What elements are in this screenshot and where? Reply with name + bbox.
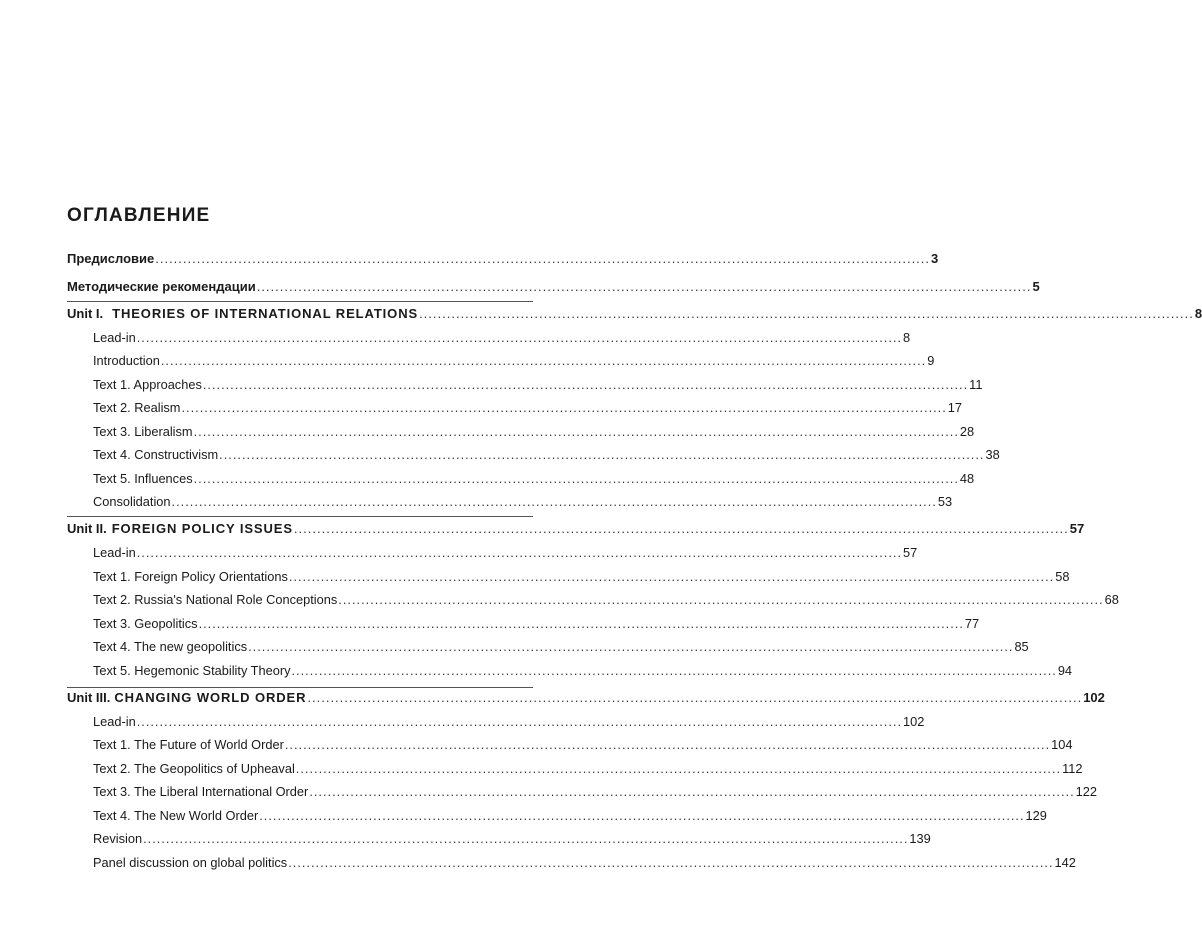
- toc-entry-label: Text 4. The new geopolitics: [93, 639, 248, 654]
- toc-entry-label: Text 5. Hegemonic Stability Theory: [93, 663, 291, 678]
- dot-leader: ........................................................................................................................................................................: [219, 447, 985, 462]
- dot-leader: ........................................................................................................................................................................: [419, 306, 1194, 321]
- toc-entry[interactable]: [93, 636, 1029, 658]
- unit-title: FOREIGN POLICY ISSUES: [111, 521, 293, 536]
- toc-page-number: 57: [1069, 521, 1085, 536]
- dot-leader: ........................................................................................................................................................................: [193, 424, 959, 439]
- dot-leader: ........................................................................................................................................................................: [295, 761, 1062, 776]
- dot-leader: ........................................................................................................................................................................: [136, 714, 903, 729]
- dot-leader: ........................................................................................................................................................................: [181, 400, 947, 415]
- toc-entry-label: Text 1. Approaches: [93, 377, 202, 392]
- dot-leader: ........................................................................................................................................................................: [309, 784, 1075, 799]
- toc-page-number: 57: [903, 545, 918, 560]
- toc-page-number: 142: [1054, 855, 1076, 870]
- toc-entry-label: Text 2. Russia's National Role Conceptions: [93, 592, 338, 607]
- dot-leader: ........................................................................................................................................................................: [136, 545, 903, 560]
- dot-leader: ........................................................................................................................................................................: [171, 494, 937, 509]
- toc-entry-label: Text 4. Constructivism: [93, 447, 219, 462]
- dot-leader: ........................................................................................................................................................................: [288, 569, 1055, 584]
- toc-page-number: 102: [903, 714, 925, 729]
- toc-entry[interactable]: [93, 542, 918, 564]
- dot-leader: ........................................................................................................................................................................: [291, 663, 1057, 678]
- unit-number: Unit III.: [67, 690, 111, 705]
- dot-leader: ........................................................................................................................................................................: [338, 592, 1104, 607]
- toc-page-number: 9: [927, 353, 935, 368]
- toc-page-number: 48: [959, 471, 975, 486]
- toc-page-number: 139: [909, 831, 931, 846]
- toc-page-number: 3: [931, 251, 939, 266]
- toc-page-number: 85: [1014, 639, 1029, 654]
- unit-title: THEORIES OF INTERNATIONAL RELATIONS: [112, 306, 419, 321]
- toc-page-number: 77: [964, 616, 980, 631]
- toc-page-number: 102: [1083, 690, 1105, 705]
- dot-leader: ........................................................................................................................................................................: [288, 855, 1054, 870]
- toc-entry[interactable]: [93, 350, 935, 372]
- toc-entry[interactable]: [93, 758, 1083, 780]
- toc-entry-label: Lead-in: [93, 330, 136, 345]
- toc-entry-label: Text 1. Foreign Policy Orientations: [93, 569, 288, 584]
- toc-page-number: 8: [903, 330, 911, 345]
- toc-page-number: 104: [1051, 737, 1073, 752]
- dot-leader: ........................................................................................................................................................................: [193, 471, 959, 486]
- dot-leader: ........................................................................................................................................................................: [160, 353, 927, 368]
- toc-entry-label: Text 4. The New World Order: [93, 808, 259, 823]
- dot-leader: ........................................................................................................................................................................: [202, 377, 969, 392]
- toc-page-number: 8: [1194, 306, 1202, 321]
- toc-page-number: 5: [1032, 279, 1040, 294]
- toc-entry-label: Lead-in: [93, 714, 136, 729]
- toc-entry[interactable]: [93, 444, 1000, 466]
- page-title: ОГЛАВЛЕНИЕ: [67, 205, 211, 226]
- toc-unit-entry[interactable]: [67, 303, 1202, 325]
- dot-leader: ........................................................................................................................................................................: [198, 616, 964, 631]
- toc-page-number: 38: [985, 447, 1000, 462]
- dot-leader: ........................................................................................................................................................................: [259, 808, 1025, 823]
- toc-entry-label: Text 5. Influences: [93, 471, 193, 486]
- toc-entry[interactable]: [93, 468, 975, 490]
- dot-leader: ........................................................................................................................................................................: [248, 639, 1014, 654]
- toc-entry[interactable]: [93, 397, 963, 419]
- unit-title: CHANGING WORLD ORDER: [114, 690, 307, 705]
- toc-entry-label: Panel discussion on global politics: [93, 855, 288, 870]
- toc-entry-label: Text 3. Liberalism: [93, 424, 193, 439]
- toc-entry-label: Revision: [93, 831, 143, 846]
- toc-entry[interactable]: [93, 421, 975, 443]
- toc-entry-label: Consolidation: [93, 494, 171, 509]
- toc-page-number: 68: [1104, 592, 1119, 607]
- toc-entry-label: Introduction: [93, 353, 160, 368]
- dot-leader: ........................................................................................................................................................................: [143, 831, 909, 846]
- toc-page-number: 11: [969, 377, 983, 392]
- divider: [67, 301, 533, 302]
- toc-entry-label: Text 2. Realism: [93, 400, 181, 415]
- toc-entry-label: Text 2. The Geopolitics of Upheaval: [93, 761, 295, 776]
- divider: [67, 516, 533, 517]
- toc-page-number: 58: [1055, 569, 1070, 584]
- toc-unit-entry[interactable]: [67, 518, 1085, 540]
- toc-entry[interactable]: [93, 852, 1076, 874]
- toc-entry[interactable]: [93, 828, 931, 850]
- toc-entry[interactable]: [93, 781, 1097, 803]
- dot-leader: ........................................................................................................................................................................: [256, 279, 1032, 294]
- toc-entry[interactable]: [93, 734, 1073, 756]
- toc-page-number: 122: [1075, 784, 1097, 799]
- dot-leader: ........................................................................................................................................................................: [155, 251, 931, 266]
- dot-leader: ........................................................................................................................................................................: [293, 521, 1069, 536]
- toc-page-number: 53: [937, 494, 953, 509]
- toc-entry-label: Lead-in: [93, 545, 136, 560]
- toc-entry[interactable]: [93, 566, 1070, 588]
- toc-entry[interactable]: [93, 491, 953, 513]
- dot-leader: ........................................................................................................................................................................: [307, 690, 1083, 705]
- toc-entry[interactable]: [67, 276, 1040, 298]
- toc-unit-entry[interactable]: [67, 687, 1105, 709]
- toc-entry-label: Предисловие: [67, 251, 155, 266]
- toc-entry-label: Методические рекомендации: [67, 279, 256, 294]
- toc-page-number: 28: [959, 424, 975, 439]
- toc-entry[interactable]: [93, 589, 1119, 611]
- toc-entry-label: Text 3. The Liberal International Order: [93, 784, 309, 799]
- toc-entry[interactable]: [93, 660, 1073, 682]
- toc-entry[interactable]: [93, 613, 980, 635]
- unit-number: Unit II.: [67, 521, 107, 536]
- dot-leader: ........................................................................................................................................................................: [284, 737, 1051, 752]
- toc-page-number: 94: [1057, 663, 1073, 678]
- dot-leader: ........................................................................................................................................................................: [136, 330, 903, 345]
- toc-entry-label: Text 3. Geopolitics: [93, 616, 198, 631]
- unit-number: Unit I.: [67, 306, 104, 321]
- toc-page-number: 112: [1062, 761, 1083, 776]
- toc-entry[interactable]: [93, 327, 911, 349]
- toc-entry[interactable]: [67, 248, 939, 270]
- toc-entry[interactable]: [93, 805, 1047, 827]
- toc-entry[interactable]: [93, 711, 925, 733]
- toc-page-number: 129: [1025, 808, 1047, 823]
- toc-entry[interactable]: [93, 374, 983, 396]
- toc-entry-label: Text 1. The Future of World Order: [93, 737, 284, 752]
- toc-page-number: 17: [947, 400, 963, 415]
